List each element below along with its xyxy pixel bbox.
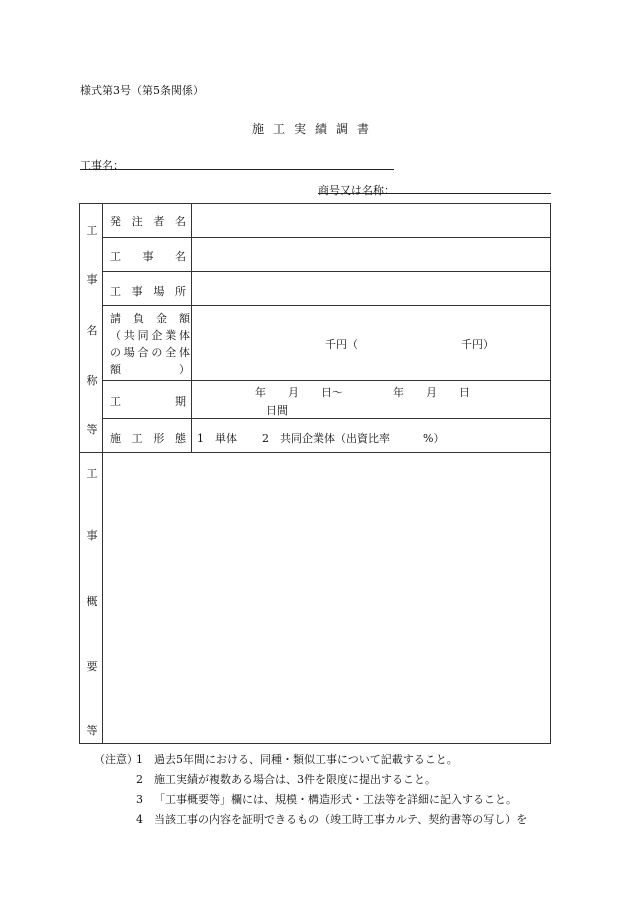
note-text: 施工実績が複数ある場合は、3件を限度に提出すること。 [154, 773, 436, 786]
note-text: 「工事概要等」欄には、規模・構造形式・工法等を詳細に記入すること。 [154, 793, 517, 806]
note-item [94, 770, 527, 790]
label-char: 事 [142, 250, 154, 263]
side-label-char: 事 [86, 273, 98, 286]
company-name-label: 商号又は名称： [318, 184, 395, 197]
side-label-char: 工 [86, 467, 98, 480]
label-char: 共 [123, 329, 135, 342]
label-char: 工 [110, 285, 121, 298]
note-number: 4 [136, 813, 143, 826]
form-option-jv: 2 共同企業体（出資比率 %） [262, 432, 445, 445]
amount-unit-2: 千円） [461, 338, 494, 351]
row-divider [102, 237, 551, 238]
label-char: 工 [131, 432, 143, 445]
label-column-divider [191, 203, 192, 452]
row-divider [102, 271, 551, 272]
contract-amount-label-line [110, 327, 190, 344]
project-name-underline[interactable] [80, 169, 394, 170]
label-char: 体 [178, 329, 190, 342]
label-char: 金 [156, 312, 167, 325]
label-char: 体 [178, 346, 190, 359]
label-char: 者 [153, 215, 165, 228]
label-char: 施 [110, 432, 121, 445]
contract-amount-label [110, 310, 190, 378]
note-text: 過去5年間における、同種・類似工事について記載すること。 [154, 753, 458, 766]
form-label [110, 430, 186, 446]
period-start: 年 月 日〜 [255, 386, 343, 399]
document-title: 施工実績調書 [251, 122, 378, 136]
side-label-char: 名 [86, 324, 98, 337]
side-label-char: 称 [86, 374, 98, 387]
note-number: 3 [136, 793, 143, 806]
side-label-char: 工 [86, 224, 98, 237]
side-label-char: 等 [86, 423, 98, 436]
label-char: 業 [165, 329, 177, 342]
note-item [94, 810, 527, 830]
period-label [110, 393, 186, 409]
note-text: 当該工事の内容を証明できるもの（竣工時工事カルテ、契約書等の写し）を [154, 813, 528, 826]
label-char: の [110, 346, 121, 359]
label-char: 額 [179, 312, 190, 325]
label-char: 名 [175, 250, 186, 263]
company-name-underline[interactable] [318, 193, 551, 194]
label-char: 負 [133, 312, 144, 325]
notes-section [94, 750, 527, 830]
label-char: 態 [174, 432, 186, 445]
side-column-divider [102, 203, 103, 744]
note-number: 1 [136, 753, 143, 766]
side-label-char: 等 [86, 724, 98, 737]
label-char: 発 [110, 215, 121, 228]
work-place-label [110, 283, 186, 299]
label-char: 形 [153, 432, 165, 445]
label-char: 同 [137, 329, 149, 342]
side-label-char: 概 [86, 595, 98, 608]
project-name-label: 工事名： [80, 159, 124, 172]
contract-amount-label-line [110, 361, 190, 378]
label-char: 企 [151, 329, 163, 342]
note-item [94, 750, 527, 770]
notes-prefix: （注意） [94, 753, 138, 766]
orderer-label [110, 213, 186, 229]
side-label-char: 要 [86, 660, 98, 673]
form-number: 様式第3号（第5条関係） [80, 84, 204, 97]
work-name-label [110, 248, 186, 264]
label-char: （ [110, 329, 121, 342]
amount-unit-1: 千円（ [325, 338, 358, 351]
label-char: 場 [153, 285, 165, 298]
label-char: 合 [137, 346, 149, 359]
note-item [94, 790, 527, 810]
label-char: 工 [110, 395, 121, 408]
label-char: 名 [174, 215, 186, 228]
section-divider [79, 452, 551, 453]
form-option-single: 1 単体 [197, 432, 237, 445]
label-char: 場 [123, 346, 135, 359]
label-char: 額 [110, 363, 121, 376]
note-number: 2 [136, 773, 143, 786]
label-char: 期 [175, 395, 186, 408]
period-end: 年 月 日 [393, 386, 470, 399]
label-char: 全 [165, 346, 177, 359]
label-char: 所 [174, 285, 186, 298]
row-divider [102, 418, 551, 419]
side-label-char: 事 [86, 529, 98, 542]
label-char: 注 [131, 215, 143, 228]
contract-amount-label-line [110, 310, 190, 327]
row-divider [102, 380, 551, 381]
label-char: の [151, 346, 163, 359]
row-divider [102, 305, 551, 306]
label-char: 工 [110, 250, 121, 263]
contract-amount-label-line [110, 344, 190, 361]
label-char: 請 [110, 312, 121, 325]
label-char: 事 [131, 285, 143, 298]
label-char: ） [179, 363, 190, 376]
period-days: 日間 [266, 404, 288, 417]
